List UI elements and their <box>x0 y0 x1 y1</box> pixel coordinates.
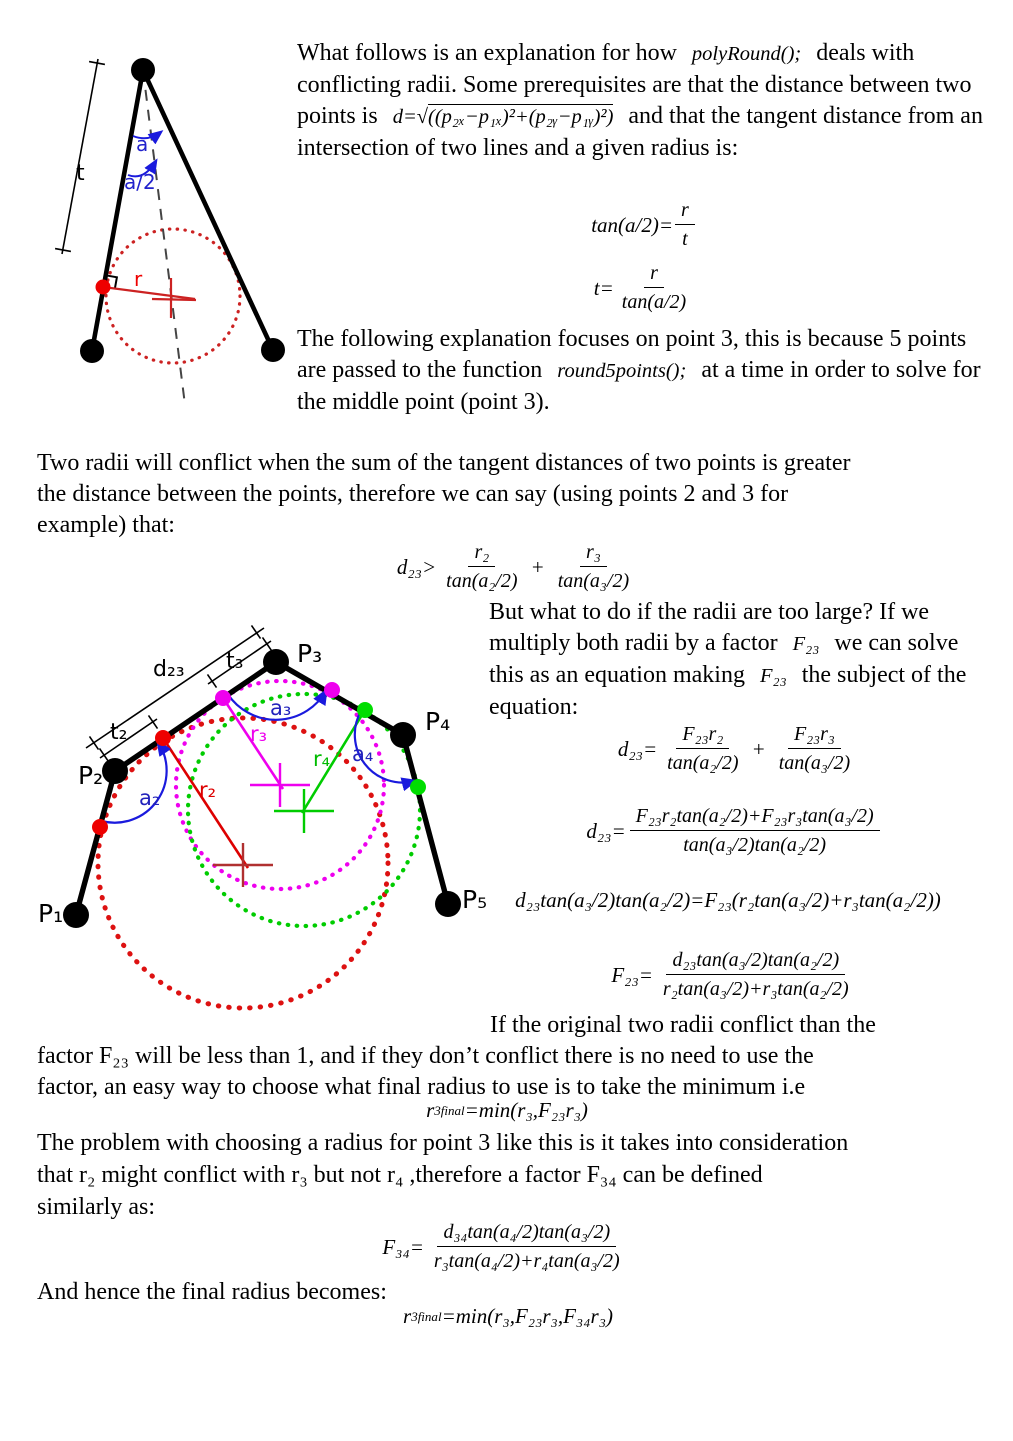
eq-d23-combined: d₂₃= $\frac{\text{F₂₃r₂tan(a₂/2)+F₂₃r₃tan(a₃/2)}}{\text{tan(a₃/2)tan(a₂/2)}}$ <box>544 804 924 858</box>
angle-tangent-diagram <box>40 42 300 422</box>
eq-tan-lhs: tan(a/2)= <box>591 212 674 237</box>
t3-label: t₃ <box>226 649 244 674</box>
eq-r3final-full: r 3final =min(r₃,F₂₃r₃,F₃₄r₃) <box>403 1304 613 1328</box>
f23-inline-2: F₂₃ <box>759 665 787 687</box>
sqrt-lead: d=√ <box>392 106 429 128</box>
round5points-inline-formula: round5points(); <box>557 360 687 382</box>
intro-paragraph <box>297 38 989 164</box>
r-label: r <box>134 267 143 291</box>
a2-label: a₂ <box>139 786 161 810</box>
focus-text-2: at a time in order to solve for the middle point (point 3). <box>297 357 981 415</box>
problem-line-2: that r₂ might conflict with r₃ but not r₄ ,therefore a factor F₃₄ can be defined <box>37 1162 763 1188</box>
focus-text-1: The following explanation focuses on point 3, this is because 5 points are passed to the function <box>297 326 967 383</box>
too-large-text-1: But what to do if the radii are too large? If we multiply both radii by a factor <box>489 599 930 656</box>
intro-text-2: deals with conflicting radii. Some prerequisites are that the distance between two points is <box>297 40 972 129</box>
problem-line-3: similarly as: <box>37 1194 155 1220</box>
r4-center-cross <box>274 789 334 833</box>
r3-center-cross <box>250 763 310 807</box>
segment-lines <box>92 70 273 351</box>
too-large-paragraph <box>489 597 994 723</box>
eq-d23-inequality: d₂₃> $\frac{\text{r₂}}{\text{tan(a₂/2)}}$ + $\frac{\text{r₃}}{\text{tan(a₃/2)}}$ <box>396 541 630 592</box>
minimum-line-2: factor F₂₃ will be less than 1, and if they don’t conflict there is no need to use the <box>37 1043 814 1069</box>
minimum-line-1: If the original two radii conflict than the <box>490 1012 876 1038</box>
eq-d23-factored: d₂₃= $\frac{\text{F₂₃r₂}}{\text{tan(a₂/2)}}$ + $\frac{\text{F₂₃r₃}}{\text{tan(a₃/2)}}$ <box>617 723 851 774</box>
radius-line-and-center-cross <box>103 278 196 318</box>
t2-label: t₂ <box>110 720 128 745</box>
polyround-inline-formula: polyRound(); <box>691 43 802 65</box>
d23-label: d₂₃ <box>153 657 185 682</box>
conflict-line-3: example) that: <box>37 512 175 538</box>
too-large-text-3: the subject of the equation: <box>489 662 967 720</box>
intro-text-3: and that the tangent distance from an intersection of two lines and a given radius is: <box>297 103 983 161</box>
intro-text-1: What follows is an explanation for how <box>297 40 677 66</box>
f23-inline-1: F₂₃ <box>792 633 820 655</box>
eq-t <box>594 261 694 315</box>
conflict-line-1: Two radii will conflict when the sum of the tangent distances of two points is greater <box>37 450 851 476</box>
r2-label: r₂ <box>199 778 217 802</box>
final-sentence: And hence the final radius becomes: <box>37 1279 387 1305</box>
eq-f23: F₂₃= $\frac{\text{d₂₃tan(a₃/2)tan(a₂/2)}}{\text{r₂tan(a₃/2)+r₃tan(a₂/2)}}$ <box>611 949 849 1000</box>
t-label: t <box>76 161 85 186</box>
a-label: a <box>136 132 149 156</box>
r2-center-cross <box>213 843 273 887</box>
t-measure-line <box>55 59 105 254</box>
r4-label: r₄ <box>313 747 331 771</box>
eq-f34: F₃₄= $\frac{\text{d₃₄tan(a₄/2)tan(a₃/2)}}{\text{r₃tan(a₄/2)+r₄tan(a₃/2)}}$ <box>382 1221 620 1272</box>
p4-label: P₄ <box>425 707 451 736</box>
r2-radius-line <box>163 738 248 868</box>
too-large-text-2: we can solve this as an equation making <box>489 630 959 688</box>
eq-tan <box>591 198 697 252</box>
minimum-line-3: factor, an easy way to choose what final radius to use is to take the minimum i.e <box>37 1074 806 1100</box>
eq-r3final-min: r 3final =min(r₃,F₂₃r₃) <box>426 1098 588 1122</box>
p5-label: P₅ <box>462 885 488 914</box>
eq-d23-expanded: d₂₃tan(a₃/2)tan(a₂/2)=F₂₃(r₂tan(a₃/2)+r₃tan(a₂/2)) <box>515 888 941 912</box>
a3-label: a₃ <box>270 696 292 720</box>
eq-t-lhs: t= <box>593 275 614 300</box>
polyline-radii-diagram <box>30 600 490 1030</box>
tangent-point-dot <box>96 280 111 295</box>
conflict-line-2: the distance between the points, therefore we can say (using points 2 and 3 for <box>37 481 789 507</box>
distance-inline-formula <box>393 106 614 128</box>
a4-label: a₄ <box>352 742 374 766</box>
p2-label: P₂ <box>78 761 104 790</box>
p1-label: P₁ <box>38 899 64 928</box>
tangent-equations <box>534 198 754 315</box>
problem-line-1: The problem with choosing a radius for point 3 like this is it takes into consideration <box>37 1130 849 1156</box>
eq-t-frac: $\frac{r}{\tan(a/2)}$ <box>621 262 687 313</box>
p3-label: P₃ <box>297 639 323 668</box>
sqrt-radicand: ((p₂ₓ−p₁ₓ)²+(p₂ᵧ−p₁ᵧ)²) <box>428 106 614 128</box>
r3-label: r₃ <box>250 722 268 746</box>
focus-paragraph <box>297 324 997 418</box>
eq-tan-frac: $\frac{r}{t}$ <box>675 198 695 252</box>
a-half-label: a/2 <box>124 170 156 194</box>
